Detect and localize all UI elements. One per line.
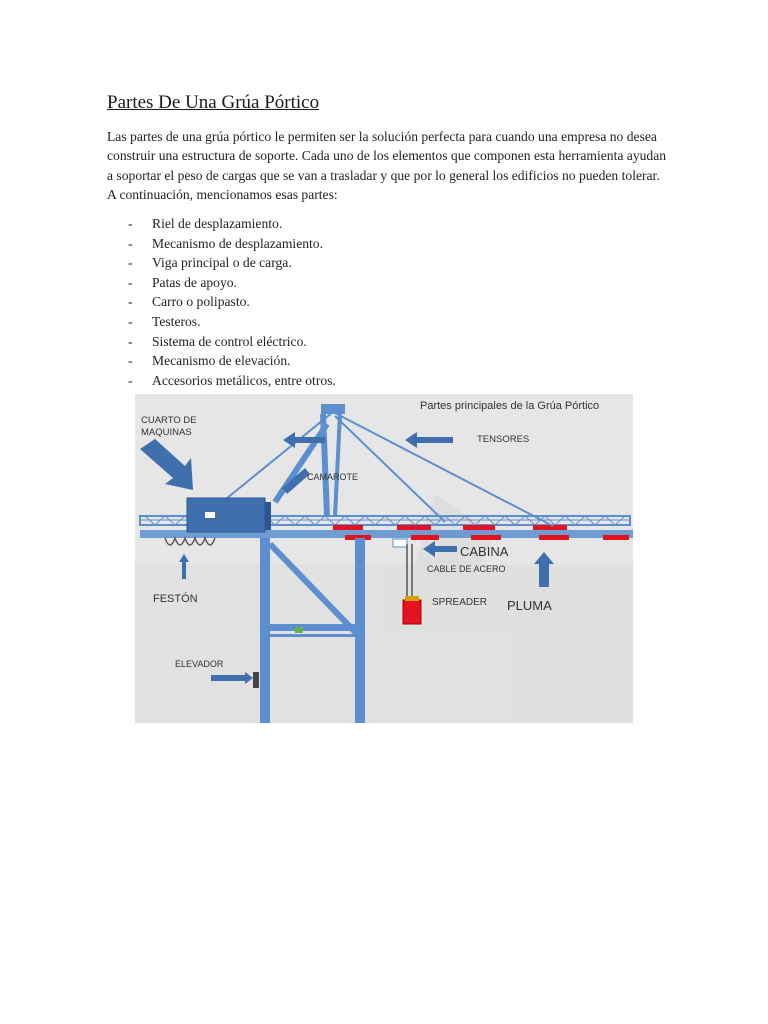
bullet-dash: -	[128, 353, 133, 369]
bullet-dash: -	[128, 294, 133, 310]
list-item-text: Riel de desplazamiento.	[152, 216, 283, 231]
bullet-dash: -	[128, 274, 133, 290]
bullet-dash: -	[128, 313, 133, 329]
list-item	[107, 332, 336, 352]
label-cabina: CABINA	[460, 544, 509, 559]
list-item	[107, 292, 336, 312]
list-item	[107, 371, 336, 391]
list-item	[107, 214, 336, 234]
list-item-text: Accesorios metálicos, entre otros.	[152, 372, 336, 388]
list-item	[107, 273, 336, 293]
intro-paragraph: Las partes de una grúa pórtico le permiten ser la solución perfecta para cuando una empresa no desea construir una estructura de soporte. Cada uno de los elementos que componen esta herramienta ayudan a soportar el peso de cargas que se van a trasladar y que por lo general los edificios no pueden tolerar. A continuación, mencionamos esas partes:	[107, 129, 667, 202]
list-item-text: Mecanismo de elevación.	[152, 353, 291, 369]
bullet-dash: -	[128, 255, 133, 271]
parts-list	[107, 214, 336, 390]
list-item-text: Viga principal o de carga.	[152, 255, 292, 271]
list-item	[107, 234, 336, 254]
bullet-dash: -	[128, 372, 133, 388]
list-item-text: Testeros.	[152, 313, 201, 329]
label-cuarto-line2: MAQUINAS	[141, 427, 192, 438]
bullet-dash: -	[128, 333, 133, 349]
feston-coil	[165, 538, 215, 545]
list-item-text: Mecanismo de desplazamiento.	[152, 235, 323, 251]
list-item-text: Carro o polipasto.	[152, 294, 250, 310]
figure-heading: Partes principales de la Grúa Pórtico	[420, 400, 600, 412]
arrow-cuarto	[140, 439, 193, 490]
machine-room	[187, 498, 271, 532]
label-tensores: TENSORES	[477, 434, 530, 445]
arrow-tensor-2	[405, 432, 453, 448]
label-cuarto-line1: CUARTO DE	[141, 415, 197, 426]
bullet-dash: -	[128, 235, 133, 251]
page-title: Partes De Una Grúa Pórtico	[107, 92, 320, 113]
list-item-text: Patas de apoyo.	[152, 274, 237, 290]
label-camarote: CAMAROTE	[307, 472, 359, 482]
list-item-text: Sistema de control eléctrico.	[152, 333, 307, 349]
label-cable: CABLE DE ACERO	[427, 564, 506, 574]
label-pluma: PLUMA	[507, 598, 552, 613]
label-spreader: SPREADER	[432, 597, 488, 608]
bullet-dash: -	[128, 216, 133, 231]
crane-diagram-svg	[135, 394, 633, 723]
list-item	[107, 351, 336, 371]
list-item	[107, 312, 336, 332]
label-elevador: ELEVADOR	[175, 659, 224, 669]
list-item	[107, 253, 336, 273]
label-feston: FESTÓN	[153, 593, 198, 605]
crane-diagram	[135, 394, 633, 723]
